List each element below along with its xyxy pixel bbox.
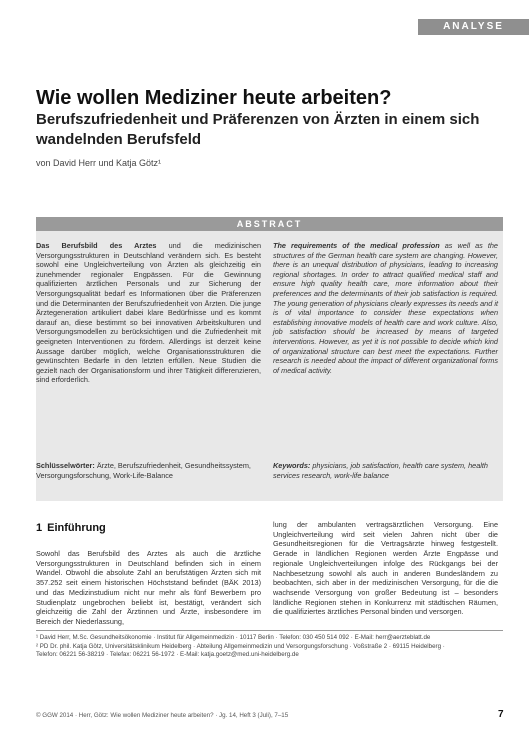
affiliation-line-2: ² PD Dr. phil. Katja Götz, Universitätsklinikum Heidelberg · Abteilung Allgemeinmedizin und Versorgungsforschung · Voßstraße 2 · 69115 Heidelberg ·	[36, 642, 445, 650]
article-authors: von David Herr und Katja Götz¹	[36, 158, 162, 168]
section-number: 1	[36, 522, 43, 534]
body-text-right: lung der ambulanten vertragsärztlichen Versorgung. Eine Ungleichverteilung wird seit vielen Jahren nicht über die Gesundheitsregionen für die Vertragsärzte hinweg festgestellt. Gerade in ländlichen Regionen werden Ärzte Engpässe und regionale Ungleichverteilungen infolge des Rückgangs bei der Nachbesetzung sowohl als auch in anderen Bundesländern zu beobachten, sich aber in der medizinischen Versorgung, für die die wachsende Versorgung von großer Bedeutung ist – besonders ländliche Regionen stehen in Konkurrenz mit städtischen Räumen, die qualifiziertes ärztliches Personal binden und versorgen.	[273, 520, 498, 617]
affiliation-line-3: Telefon: 06221 56-38219 · Telefax: 06221 56-1972 · E-Mail: katja.goetz@med.uni-heidelberg.de	[36, 651, 299, 659]
section-tag: ANALYSE	[418, 19, 529, 35]
keywords-english	[273, 461, 498, 480]
keywords-german	[36, 461, 261, 480]
keywords-english-label: Keywords:	[273, 461, 311, 470]
abstract-german-text: und die medizinischen Versorgungsstrukturen in Deutschland verändern sich. Es besteht sowohl eine Ungleichverteilung von Ärzten als gleichzeitig ein zunehmender regionaler Engpässen. Für die Gewinnung qualifizierten ärztlichen Personals und zur Sicherung der Versorgungsqualität bedarf es Informationen über die Präferenzen und die Determinanten der Berufszufriedenheit von Ärzten. Die junge Ärztegeneration artikuliert dabei klare Bedürfnisse und es kommt darauf an, diese bestimmt so bei innovativen Arbeitskulturen und Versorgungsmodellen zu berücksichtigen und die Zufriedenheit mit geeigneten Interventionen zu fördern. Allerdings ist derzeit keine Aussage darüber möglich, welche Organisationsstrukturen die gewünschten Bedarfe in den letzten erfüllen. Neue Studien die gezielt nach der Organisationsform und ihrer Tätigkeit differenzieren, sind erforderlich.	[36, 241, 262, 385]
keywords-german-text: Ärzte, Berufszufriedenheit, Gesundheitssystem, Versorgungsforschung, Work-Life-Balance	[36, 461, 251, 480]
abstract-german-lead: Das Berufsbild des Arztes	[36, 241, 157, 250]
article-title: Wie wollen Mediziner heute arbeiten?	[36, 87, 392, 109]
abstract-heading: ABSTRACT	[36, 217, 503, 231]
section-title: Einführung	[47, 522, 106, 534]
keywords-german-label: Schlüsselwörter:	[36, 461, 95, 470]
footer-citation: © GGW 2014 · Herr, Götz: Wie wollen Mediziner heute arbeiten? · Jg. 14, Heft 3 (Juli), 7–15	[36, 712, 289, 719]
abstract-german	[36, 241, 261, 385]
keywords-english-text: physicians, job satisfaction, health care system, health services research, work-life balance	[273, 461, 488, 480]
abstract-english-text: as well as the structures of the German health care system are changing. However, there is an unequal distribution of physicians, leading to increasing regional shortages. In order to attract qualified medical staff and ensure high quality health care, more information about their preferences and the determinants of their job satisfaction is required. The young generation of physicians clearly expresses its needs and it is of vital importance to consider these expectations when establishing innovative models of health care and work culture. Also, job satisfaction should be increased by means of targeted interventions. However, as yet it is not possible to decide which kind of organizational structure can best meet the expectations. Further research is needed about the impact of different organizational forms of medical activity.	[273, 241, 498, 375]
body-text-left: Sowohl das Berufsbild des Arztes als auch die ärztliche Versorgungsstrukturen in Deutschland befinden sich in einem Wandel. Obwohl die absolute Zahl an berufstätigen Ärzten sich mit 357.252 seit einem historischen Höchststand befindet (BÄK 2013) und das Medizinstudium nicht nur mehr als fünf Bewerbern pro Studienplatz ungebrochen beliebt ist, bestätigt, verändert sich gleichzeitig die Zahl der Ärztinnen und Ärzte, insbesondere im Bereich der Niederlassung,	[36, 549, 261, 626]
abstract-english-lead: The requirements of the medical profession	[273, 241, 440, 250]
author-affiliations	[36, 634, 503, 660]
footnote-divider	[36, 630, 503, 631]
article-subtitle: Berufszufriedenheit und Präferenzen von Ärzten in einem sich wandelnden Berufsfeld	[36, 111, 480, 148]
abstract-english	[273, 241, 498, 375]
affiliation-line-1: ¹ David Herr, M.Sc. Gesundheitsökonomie · Institut für Allgemeinmedizin · 10117 Berlin · Telefon: 030 450 514 092 · E-Mail: herr@aerzteblatt.de	[36, 634, 431, 641]
page-number: 7	[498, 709, 504, 720]
section-heading	[36, 521, 261, 535]
